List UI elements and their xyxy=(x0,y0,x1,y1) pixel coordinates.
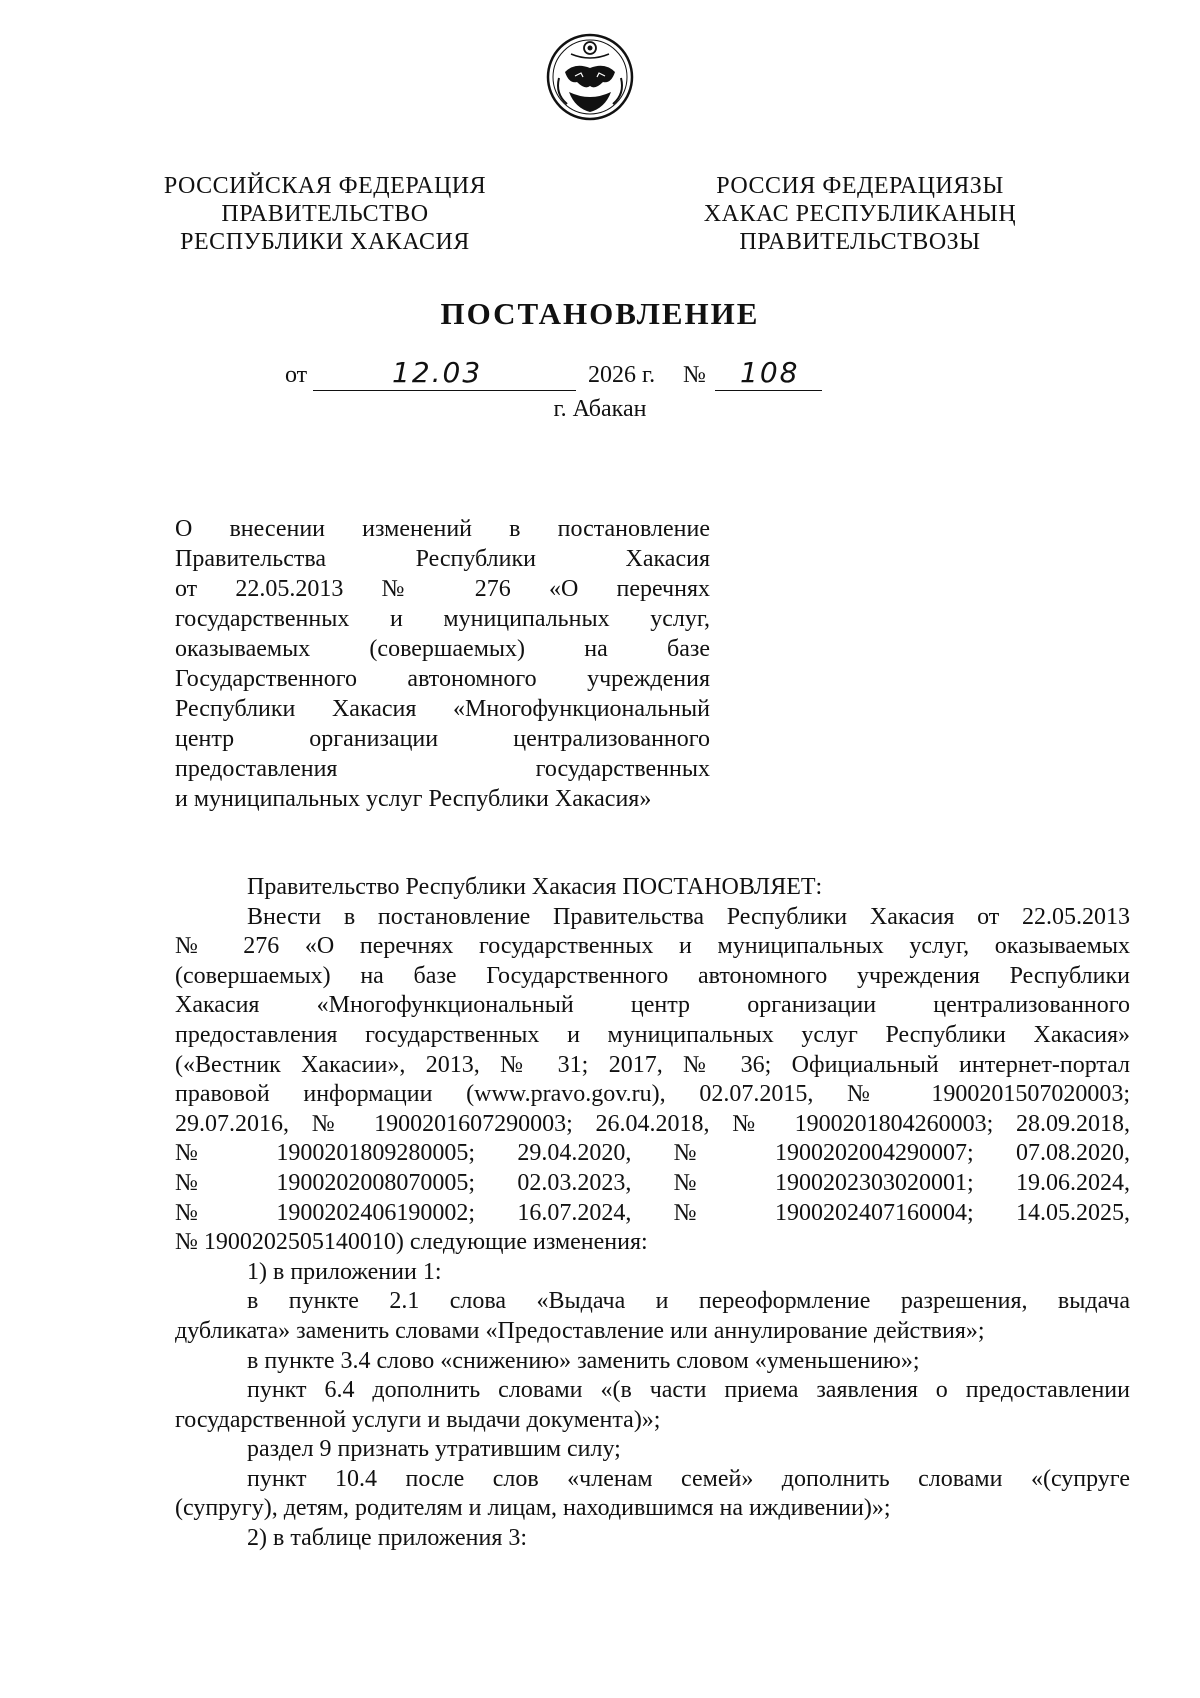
body-line: пункт 6.4 дополнить словами «(в части приема заявления о предоставлении xyxy=(247,1377,1130,1404)
body-line: предоставления государственных и муниципальных услуг Республики Хакасия» xyxy=(175,1021,1130,1048)
header-left-line: ПРАВИТЕЛЬСТВО xyxy=(221,201,429,227)
body-line: правовой информации (www.pravo.gov.ru), 02.07.2015, № 1900201507020003; xyxy=(175,1081,1130,1108)
body-line: Хакасия «Многофункциональный центр организации централизованного xyxy=(175,992,1130,1019)
header-right-line: ПРАВИТЕЛЬСТВОЗЫ xyxy=(739,229,981,255)
body-line: государственной услуги и выдачи документа)»; xyxy=(175,1406,661,1433)
subject-line: Государственного автономного учреждения xyxy=(175,666,710,692)
body-line: раздел 9 признать утратившим силу; xyxy=(247,1436,621,1463)
body-line: (супругу), детям, родителям и лицам, находившимся на иждивении)»; xyxy=(175,1495,891,1522)
subject-line: Республики Хакасия «Многофункциональный xyxy=(175,696,710,722)
body-line: № 1900202406190002; 16.07.2024, № 1900202407160004; 14.05.2025, xyxy=(175,1199,1130,1226)
header-right-line: ХАКАС РЕСПУБЛИКАНЫҢ xyxy=(703,201,1017,227)
body-line: пункт 10.4 после слов «членам семей» дополнить словами «(супруге xyxy=(247,1465,1130,1492)
date-underline xyxy=(313,390,576,391)
body-line: («Вестник Хакасии», 2013, № 31; 2017, № 36; Официальный интернет-портал xyxy=(175,1051,1130,1078)
body-line: № 276 «О перечнях государственных и муниципальных услуг, оказываемых xyxy=(175,933,1130,960)
document-subject xyxy=(175,514,710,814)
body-line: дубликата» заменить словами «Предоставление или аннулирование действия»; xyxy=(175,1317,985,1344)
document-body xyxy=(175,873,1130,1554)
body-line: 2) в таблице приложения 3: xyxy=(247,1525,528,1552)
handwritten-number: 108 xyxy=(740,356,800,389)
body-line: в пункте 3.4 слово «снижению» заменить словом «уменьшению»; xyxy=(247,1347,920,1374)
body-line: № 1900201809280005; 29.04.2020, № 1900202004290007; 07.08.2020, xyxy=(175,1140,1130,1167)
subject-line: от 22.05.2013 № 276 «О перечнях xyxy=(175,576,710,602)
number-label: № xyxy=(683,362,706,388)
subject-line: центр организации централизованного xyxy=(175,726,710,752)
handwritten-date: 12.03 xyxy=(392,356,483,389)
body-line: Внести в постановление Правительства Республики Хакасия от 22.05.2013 xyxy=(247,903,1130,930)
header-left-line: РЕСПУБЛИКИ ХАКАСИЯ xyxy=(180,229,470,255)
body-line: Правительство Республики Хакасия ПОСТАНОВЛЯЕТ: xyxy=(247,874,823,900)
document-title: ПОСТАНОВЛЕНИЕ xyxy=(440,296,760,331)
body-line: № 1900202008070005; 02.03.2023, № 1900202303020001; 19.06.2024, xyxy=(175,1169,1130,1196)
subject-line: предоставления государственных xyxy=(175,756,710,782)
subject-line: оказываемых (совершаемых) на базе xyxy=(175,636,710,662)
subject-line: и муниципальных услуг Республики Хакасия» xyxy=(175,786,652,812)
body-line: 29.07.2016, № 1900201607290003; 26.04.2018, № 1900201804260003; 28.09.2018, xyxy=(175,1110,1130,1137)
header-right-line: РОССИЯ ФЕДЕРАЦИЯЗЫ xyxy=(716,173,1004,199)
date-prefix: от xyxy=(285,362,308,388)
header-russian-block xyxy=(150,172,500,256)
body-line: в пункте 2.1 слова «Выдача и переоформление разрешения, выдача xyxy=(247,1288,1130,1315)
subject-line: государственных и муниципальных услуг, xyxy=(175,606,710,632)
subject-line: Правительства Республики Хакасия xyxy=(175,546,710,572)
date-year: 2026 г. xyxy=(588,362,656,388)
date-number-line xyxy=(0,356,1200,396)
number-underline xyxy=(715,390,822,391)
header-khakas-block xyxy=(680,172,1040,256)
city-line: г. Абакан xyxy=(553,396,647,422)
header-left-line: РОССИЙСКАЯ ФЕДЕРАЦИЯ xyxy=(163,173,487,199)
body-line: 1) в приложении 1: xyxy=(247,1258,442,1285)
khakassia-coat-of-arms-emblem xyxy=(545,32,635,122)
body-line: № 1900202505140010) следующие изменения: xyxy=(175,1229,648,1256)
body-line: (совершаемых) на базе Государственного автономного учреждения Республики xyxy=(175,962,1130,989)
subject-line: О внесении изменений в постановление xyxy=(175,516,710,542)
